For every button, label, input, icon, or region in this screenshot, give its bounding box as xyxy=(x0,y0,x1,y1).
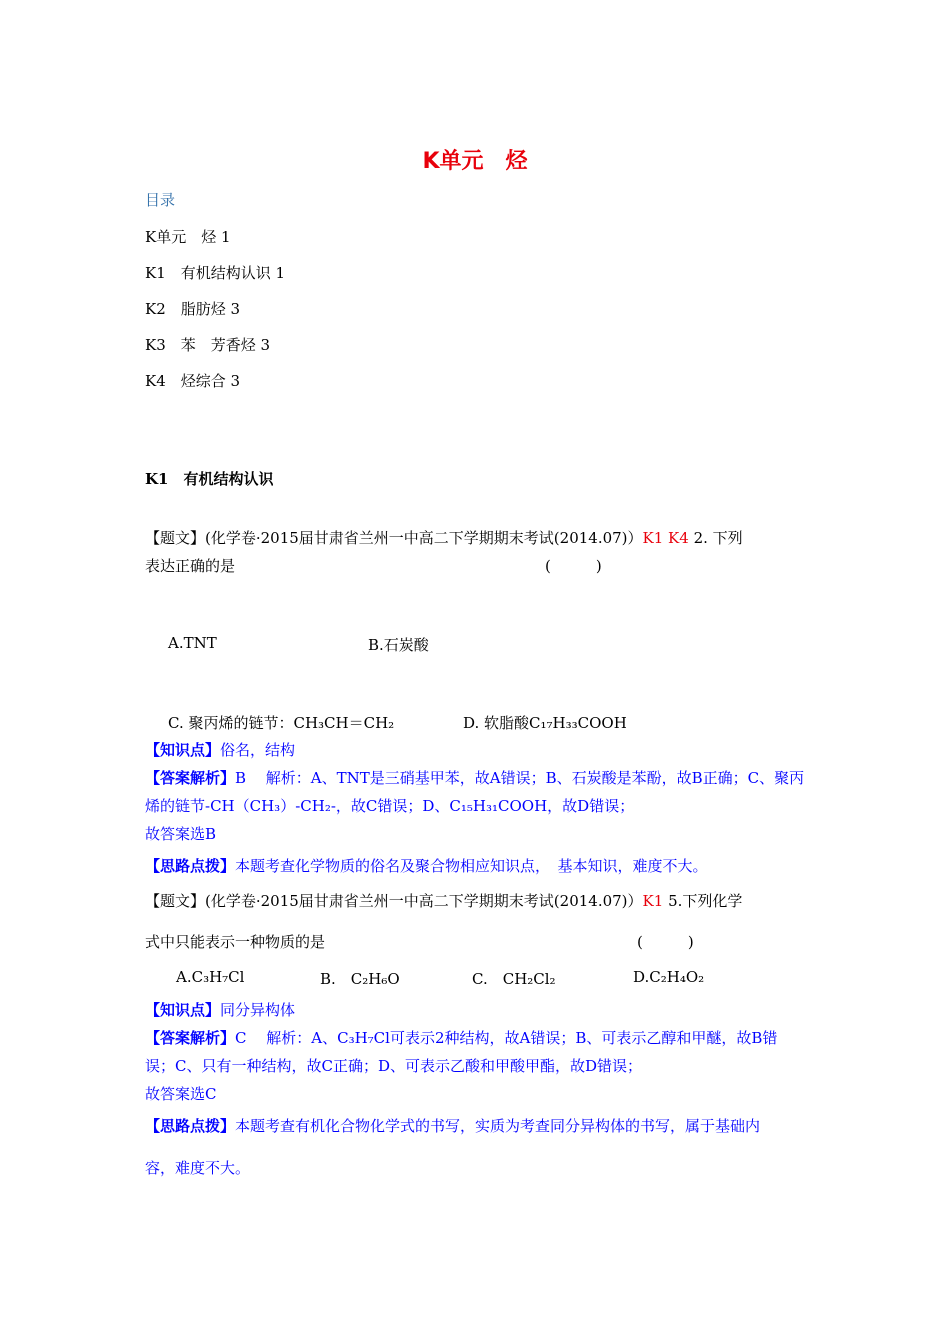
q1-stem-line1 xyxy=(145,527,743,548)
q2-option-c: C. CH₂Cl₂ xyxy=(472,970,556,988)
q2-tip-label: 【思路点拨】 xyxy=(145,1117,236,1135)
q1-tip xyxy=(145,855,708,876)
q2-answer-line1 xyxy=(145,1027,777,1048)
q1-knowledge-point xyxy=(145,739,295,760)
q1-option-b: B.石炭酸 xyxy=(368,636,429,654)
q1-ans-text-2: 烯的链节-CH（CH₃）-CH₂-，故C错误；D、C₁₅H₃₁COOH，故D错误； xyxy=(145,797,635,815)
q2-tip-text-1: 本题考查有机化合物化学式的书写，实质为考查同分异构体的书写，属于基础内 xyxy=(235,1117,761,1135)
q2-ans-text-3: 故答案选C xyxy=(145,1085,217,1103)
q1-stem-b: 表达正确的是 xyxy=(145,557,236,575)
toc-item[interactable]: K1 有机结构认识 1 xyxy=(145,264,286,282)
q1-tip-text: 本题考查化学物质的俗名及聚合物相应知识点， 基本知识，难度不大。 xyxy=(235,857,708,875)
q2-option-d: D.C₂H₄O₂ xyxy=(633,968,705,986)
toc-item[interactable]: K单元 烃 1 xyxy=(145,228,231,246)
q1-option-c: C. 聚丙烯的链节：CH₃CH＝CH₂ xyxy=(168,714,395,732)
q1-kp-text: 俗名，结构 xyxy=(220,741,296,759)
q2-ans-text-2: 误；C、只有一种结构，故C正确；D、可表示乙酸和甲酸甲酯，故D错误； xyxy=(145,1057,643,1075)
toc-item[interactable]: K3 苯 芳香烃 3 xyxy=(145,336,271,354)
q1-answer-line1 xyxy=(145,767,804,788)
q2-option-a: A.C₃H₇Cl xyxy=(176,968,245,986)
q2-stem-a: 5.下列化学 xyxy=(668,892,743,910)
q2-kp-label: 【知识点】 xyxy=(145,1001,221,1019)
q2-knowledge-point xyxy=(145,999,295,1020)
q2-stem-b: 式中只能表示一种物质的是 xyxy=(145,933,326,951)
q1-option-d: D. 软脂酸C₁₇H₃₃COOH xyxy=(463,714,627,732)
q2-stem-line2 xyxy=(145,931,325,952)
q1-option-a: A.TNT xyxy=(168,634,217,652)
q1-stem-a: 2. 下列 xyxy=(693,529,743,547)
q2-kp-text: 同分异构体 xyxy=(220,1001,296,1019)
section-heading: K1 有机结构认识 xyxy=(145,470,274,488)
q1-answer-paren: ( ) xyxy=(545,557,602,575)
toc-item[interactable]: K4 烃综合 3 xyxy=(145,372,241,390)
q2-answer-paren: ( ) xyxy=(637,933,694,951)
q1-ans-label: 【答案解析】 xyxy=(145,769,236,787)
q2-source: 【题文】(化学卷·2015届甘肃省兰州一中高二下学期期末考试(2014.07)） xyxy=(145,892,643,910)
q1-stem-line2 xyxy=(145,555,235,576)
q1-kp-label: 【知识点】 xyxy=(145,741,221,759)
q2-ans-label: 【答案解析】 xyxy=(145,1029,236,1047)
q2-stem-line1 xyxy=(145,890,742,911)
page-title: K单元 烃 xyxy=(422,149,528,174)
q1-ans-text-1: B 解析：A、TNT是三硝基甲苯，故A错误；B、石炭酸是苯酚，故B正确；C、聚丙 xyxy=(235,769,805,787)
q1-tags: K1 K4 xyxy=(642,529,689,547)
toc-item[interactable]: K2 脂肪烃 3 xyxy=(145,300,241,318)
q2-tip-text-2: 容，难度不大。 xyxy=(145,1159,251,1177)
q2-ans-text-1: C 解析：A、C₃H₇Cl可表示2种结构，故A错误；B、可表示乙醇和甲醚，故B错 xyxy=(235,1029,778,1047)
q2-tags: K1 xyxy=(642,892,664,910)
q1-tip-label: 【思路点拨】 xyxy=(145,857,236,875)
q1-ans-text-3: 故答案选B xyxy=(145,825,217,843)
q2-option-b: B. C₂H₆O xyxy=(320,970,400,988)
toc-heading: 目录 xyxy=(145,191,176,209)
q1-source: 【题文】(化学卷·2015届甘肃省兰州一中高二下学期期末考试(2014.07)） xyxy=(145,529,643,547)
q2-tip xyxy=(145,1115,760,1136)
